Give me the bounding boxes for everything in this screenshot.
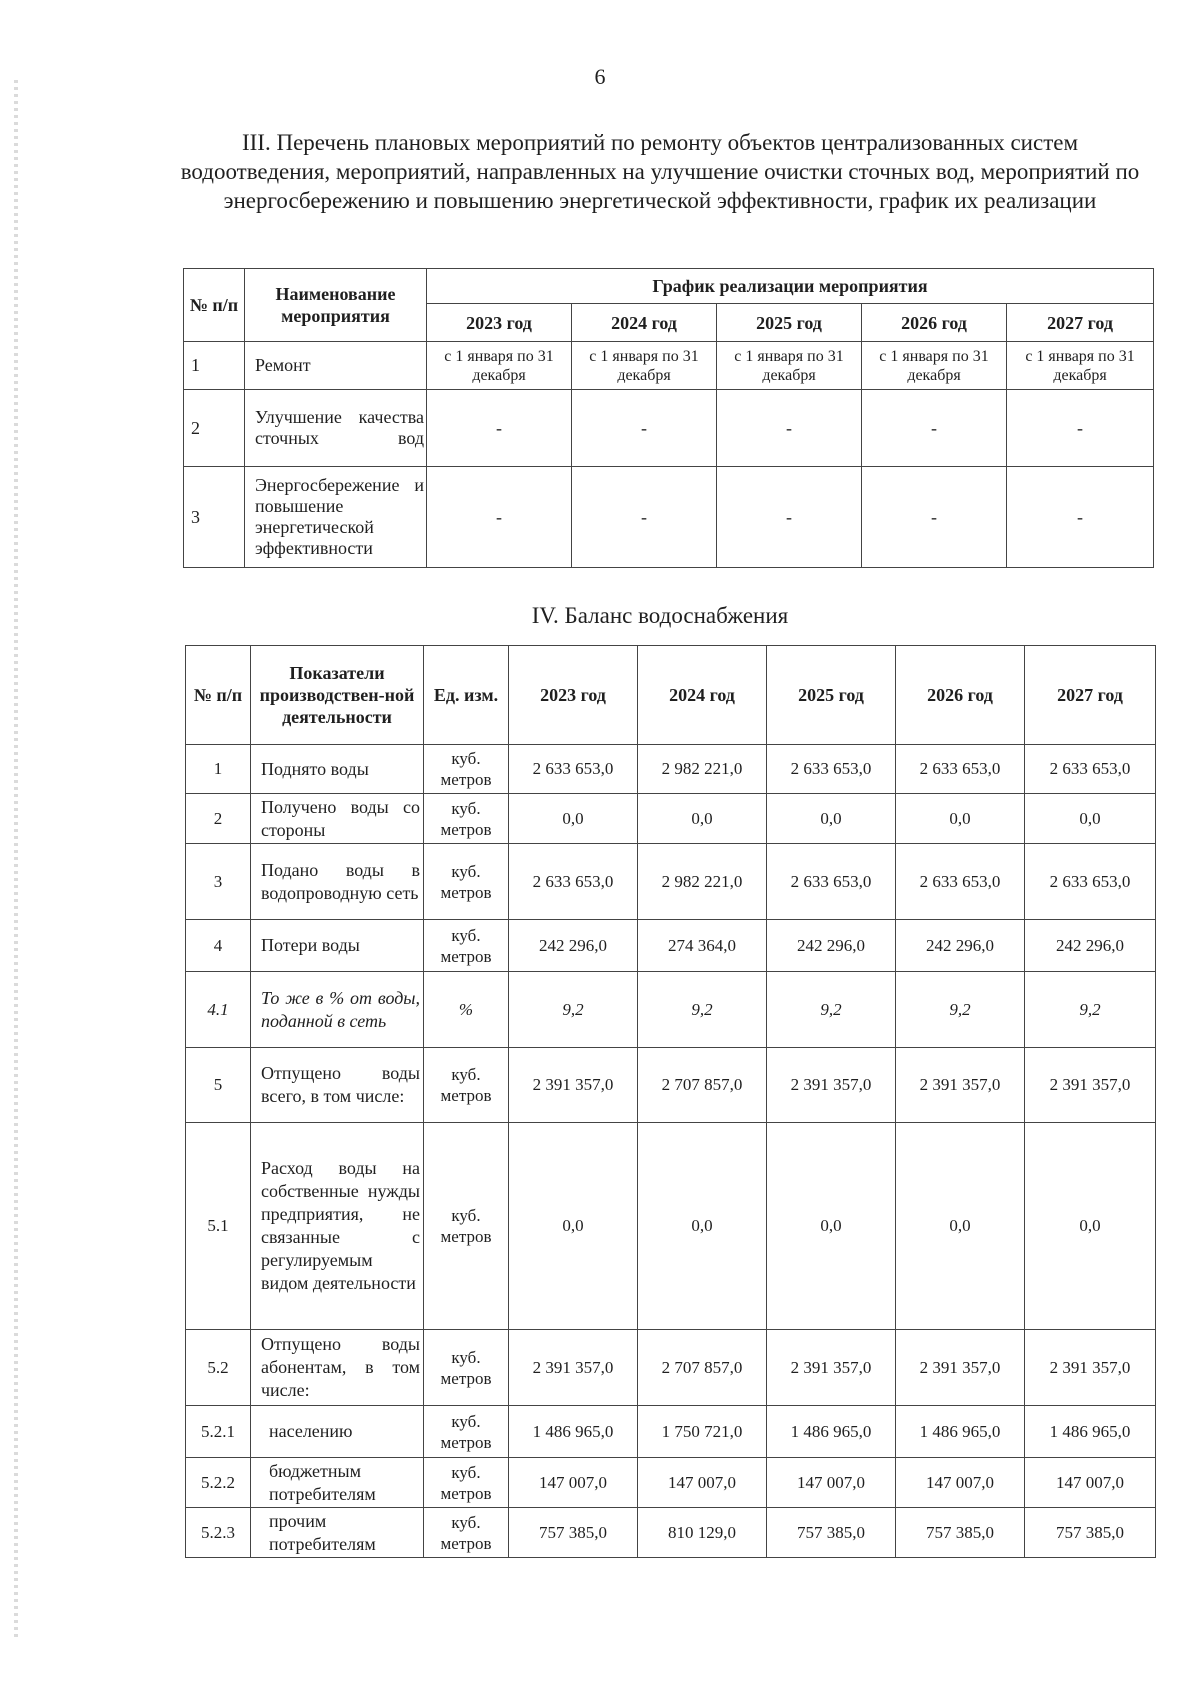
- indicator-name: Потери воды: [251, 920, 424, 972]
- value-cell: 2 391 357,0: [767, 1330, 896, 1406]
- header-event-name: Наименование мероприятия: [245, 269, 427, 342]
- value-cell: 1 486 965,0: [767, 1406, 896, 1458]
- indicator-name: бюджетным потребителям: [251, 1458, 424, 1508]
- schedule-cell: -: [427, 390, 572, 467]
- value-cell: 242 296,0: [767, 920, 896, 972]
- value-cell: 2 391 357,0: [767, 1048, 896, 1123]
- value-cell: 147 007,0: [896, 1458, 1025, 1508]
- value-cell: 810 129,0: [638, 1508, 767, 1558]
- value-cell: 242 296,0: [896, 920, 1025, 972]
- value-cell: 2 982 221,0: [638, 844, 767, 920]
- schedule-cell: -: [717, 467, 862, 568]
- value-cell: 9,2: [638, 972, 767, 1048]
- schedule-cell: с 1 января по 31 декабря: [427, 342, 572, 390]
- row-number: 2: [186, 794, 251, 844]
- value-cell: 147 007,0: [509, 1458, 638, 1508]
- unit-cell: куб. метров: [424, 794, 509, 844]
- value-cell: 0,0: [1025, 1123, 1156, 1330]
- value-cell: 2 707 857,0: [638, 1330, 767, 1406]
- value-cell: 9,2: [896, 972, 1025, 1048]
- value-cell: 9,2: [509, 972, 638, 1048]
- header-schedule: График реализации мероприятия: [427, 269, 1154, 304]
- events-schedule-table: [183, 268, 1154, 568]
- value-cell: 2 391 357,0: [896, 1048, 1025, 1123]
- event-name: Ремонт: [245, 342, 427, 390]
- schedule-cell: с 1 января по 31 декабря: [862, 342, 1007, 390]
- value-cell: 2 633 653,0: [509, 745, 638, 794]
- value-cell: 1 750 721,0: [638, 1406, 767, 1458]
- row-number: 3: [184, 467, 245, 568]
- value-cell: 2 633 653,0: [896, 844, 1025, 920]
- value-cell: 2 391 357,0: [896, 1330, 1025, 1406]
- indicator-name: Отпущено воды всего, в том числе:: [251, 1048, 424, 1123]
- unit-cell: куб. метров: [424, 1508, 509, 1558]
- unit-cell: куб. метров: [424, 1330, 509, 1406]
- value-cell: 147 007,0: [767, 1458, 896, 1508]
- unit-cell: куб. метров: [424, 1048, 509, 1123]
- unit-cell: куб. метров: [424, 844, 509, 920]
- value-cell: 242 296,0: [509, 920, 638, 972]
- indicator-name: То же в % от воды, поданной в сеть: [251, 972, 424, 1048]
- value-cell: 147 007,0: [638, 1458, 767, 1508]
- table-row: [184, 390, 1154, 467]
- header-year: 2025 год: [767, 646, 896, 745]
- unit-cell: куб. метров: [424, 745, 509, 794]
- table-row: [186, 1048, 1156, 1123]
- scan-edge-artifact: [14, 80, 18, 1640]
- indicator-name: Поднято воды: [251, 745, 424, 794]
- row-number: 5.2.3: [186, 1508, 251, 1558]
- value-cell: 757 385,0: [767, 1508, 896, 1558]
- header-year: 2023 год: [427, 304, 572, 342]
- row-number: 2: [184, 390, 245, 467]
- event-name: Улучшение качества сточных вод: [245, 390, 427, 467]
- water-balance-table: [185, 645, 1156, 1558]
- section-4-title: IV. Баланс водоснабжения: [531, 603, 789, 628]
- value-cell: 0,0: [509, 1123, 638, 1330]
- header-year: 2027 год: [1007, 304, 1154, 342]
- value-cell: 2 707 857,0: [638, 1048, 767, 1123]
- schedule-cell: -: [1007, 390, 1154, 467]
- table-row: [186, 920, 1156, 972]
- table-row: [184, 342, 1154, 390]
- header-year: 2024 год: [638, 646, 767, 745]
- indicator-name: Расход воды на собственные нужды предприятия, не связанные с регулируемым видом деятельности: [251, 1123, 424, 1330]
- section-3-title: III. Перечень плановых мероприятий по ремонту объектов централизованных систем водоотведения, мероприятий, направленных на улучшение очистки сточных вод, мероприятий по энергосбережению и повышению энергетической эффективности, график их реализации: [180, 130, 1140, 213]
- value-cell: 2 391 357,0: [509, 1048, 638, 1123]
- value-cell: 757 385,0: [1025, 1508, 1156, 1558]
- indicator-name: Подано воды в водопроводную сеть: [251, 844, 424, 920]
- row-number: 5.2.1: [186, 1406, 251, 1458]
- schedule-cell: -: [862, 467, 1007, 568]
- table-row: [186, 1406, 1156, 1458]
- indicator-name: населению: [251, 1406, 424, 1458]
- schedule-cell: -: [572, 390, 717, 467]
- value-cell: 0,0: [767, 794, 896, 844]
- row-number: 5.2.2: [186, 1458, 251, 1508]
- unit-cell: куб. метров: [424, 1406, 509, 1458]
- value-cell: 2 633 653,0: [767, 745, 896, 794]
- row-number: 5.1: [186, 1123, 251, 1330]
- value-cell: 0,0: [896, 1123, 1025, 1330]
- value-cell: 9,2: [767, 972, 896, 1048]
- schedule-cell: с 1 января по 31 декабря: [1007, 342, 1154, 390]
- table-row: [186, 1123, 1156, 1330]
- value-cell: 757 385,0: [896, 1508, 1025, 1558]
- value-cell: 1 486 965,0: [509, 1406, 638, 1458]
- indicator-name: Отпущено воды абонентам, в том числе:: [251, 1330, 424, 1406]
- indicator-name: прочим потребителям: [251, 1508, 424, 1558]
- row-number: 5: [186, 1048, 251, 1123]
- row-number: 1: [184, 342, 245, 390]
- value-cell: 0,0: [767, 1123, 896, 1330]
- table-row: [186, 1458, 1156, 1508]
- value-cell: 0,0: [638, 794, 767, 844]
- row-number: 4: [186, 920, 251, 972]
- value-cell: 147 007,0: [1025, 1458, 1156, 1508]
- header-year: 2026 год: [862, 304, 1007, 342]
- unit-cell: куб. метров: [424, 1123, 509, 1330]
- unit-cell: куб. метров: [424, 920, 509, 972]
- value-cell: 0,0: [1025, 794, 1156, 844]
- value-cell: 9,2: [1025, 972, 1156, 1048]
- value-cell: 0,0: [896, 794, 1025, 844]
- value-cell: 2 633 653,0: [896, 745, 1025, 794]
- table-row: [186, 844, 1156, 920]
- value-cell: 2 633 653,0: [1025, 844, 1156, 920]
- value-cell: 2 633 653,0: [509, 844, 638, 920]
- row-number: 3: [186, 844, 251, 920]
- table-row: [184, 467, 1154, 568]
- schedule-cell: -: [717, 390, 862, 467]
- value-cell: 2 391 357,0: [1025, 1330, 1156, 1406]
- value-cell: 2 391 357,0: [1025, 1048, 1156, 1123]
- unit-cell: %: [424, 972, 509, 1048]
- row-number: 5.2: [186, 1330, 251, 1406]
- value-cell: 1 486 965,0: [896, 1406, 1025, 1458]
- header-year: 2026 год: [896, 646, 1025, 745]
- value-cell: 274 364,0: [638, 920, 767, 972]
- table-row: [186, 794, 1156, 844]
- row-number: 1: [186, 745, 251, 794]
- page-number: 6: [594, 64, 606, 89]
- row-number: 4.1: [186, 972, 251, 1048]
- value-cell: 2 982 221,0: [638, 745, 767, 794]
- value-cell: 0,0: [509, 794, 638, 844]
- schedule-cell: -: [427, 467, 572, 568]
- schedule-cell: -: [862, 390, 1007, 467]
- header-year: 2025 год: [717, 304, 862, 342]
- header-num: № п/п: [186, 646, 251, 745]
- value-cell: 2 633 653,0: [767, 844, 896, 920]
- schedule-cell: -: [572, 467, 717, 568]
- header-indicator: Показатели производствен-ной деятельности: [251, 646, 424, 745]
- table-row: [186, 1330, 1156, 1406]
- header-year: 2024 год: [572, 304, 717, 342]
- header-unit: Ед. изм.: [424, 646, 509, 745]
- header-year: 2023 год: [509, 646, 638, 745]
- table-row: [186, 1508, 1156, 1558]
- value-cell: 0,0: [638, 1123, 767, 1330]
- value-cell: 242 296,0: [1025, 920, 1156, 972]
- value-cell: 1 486 965,0: [1025, 1406, 1156, 1458]
- value-cell: 757 385,0: [509, 1508, 638, 1558]
- header-year: 2027 год: [1025, 646, 1156, 745]
- schedule-cell: с 1 января по 31 декабря: [572, 342, 717, 390]
- value-cell: 2 633 653,0: [1025, 745, 1156, 794]
- value-cell: 2 391 357,0: [509, 1330, 638, 1406]
- schedule-cell: с 1 января по 31 декабря: [717, 342, 862, 390]
- indicator-name: Получено воды со стороны: [251, 794, 424, 844]
- event-name: Энергосбережение и повышение энергетической эффективности: [245, 467, 427, 568]
- schedule-cell: -: [1007, 467, 1154, 568]
- table-row: [186, 745, 1156, 794]
- unit-cell: куб. метров: [424, 1458, 509, 1508]
- table-row: [186, 972, 1156, 1048]
- header-num: № п/п: [184, 269, 245, 342]
